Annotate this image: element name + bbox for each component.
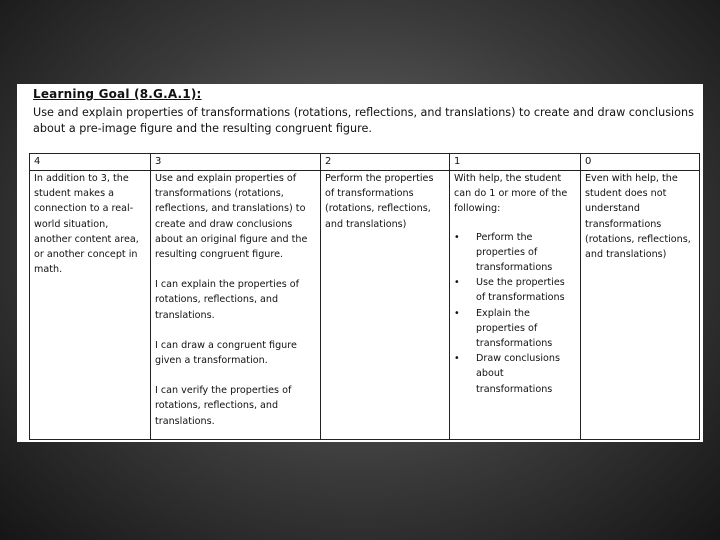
score-0-descriptor xyxy=(581,171,700,440)
score-0-text: Even with help, the student does not understand transformations (rotations, reflections, and translations) xyxy=(585,173,691,261)
score-2-descriptor xyxy=(321,171,450,440)
rubric-header-row xyxy=(30,154,700,171)
score-1-list xyxy=(454,230,576,397)
i-can-statement-2: I can draw a congruent figure given a transformation. xyxy=(155,339,297,367)
score-1-intro: With help, the student can do 1 or more of the following: xyxy=(454,173,568,215)
score-3-descriptor xyxy=(151,171,321,440)
learning-goal-title: Learning Goal (8.G.A.1): xyxy=(33,87,202,101)
rubric-descriptor-row xyxy=(30,171,700,440)
score-1-descriptor xyxy=(450,171,581,440)
learning-goal-description: Use and explain properties of transformations (rotations, reflections, and translations) to create and draw conclusions about a pre-image figure and the resulting congruent figure. xyxy=(33,106,694,135)
list-item: • Draw conclusions about transformations xyxy=(474,351,576,397)
list-item: • Perform the properties of transformations xyxy=(474,230,576,276)
rubric-table xyxy=(29,153,700,440)
score-4-descriptor xyxy=(30,171,151,440)
score-header-4: 4 xyxy=(30,154,151,171)
score-header-2: 2 xyxy=(321,154,450,171)
score-2-text: Perform the properties of transformations (rotations, reflections, and translations) xyxy=(325,173,434,230)
score-header-1: 1 xyxy=(450,154,581,171)
i-can-statement-1: I can explain the properties of rotations, reflections, and translations. xyxy=(155,279,300,321)
score-header-3: 3 xyxy=(151,154,321,171)
score-4-text: In addition to 3, the student makes a connection to a real-world situation, another content area, or another concept in math. xyxy=(34,173,139,276)
score-3-main-text: Use and explain properties of transformations (rotations, reflections, and translations) to create and draw conclusions about an original figure and the resulting congruent figure. xyxy=(155,173,308,261)
score-header-0: 0 xyxy=(581,154,700,171)
list-item: • Use the properties of transformations xyxy=(474,275,576,305)
slide-document xyxy=(17,84,703,442)
list-item: • Explain the properties of transformations xyxy=(474,306,576,352)
i-can-statement-3: I can verify the properties of rotations, reflections, and translations. xyxy=(155,385,292,427)
